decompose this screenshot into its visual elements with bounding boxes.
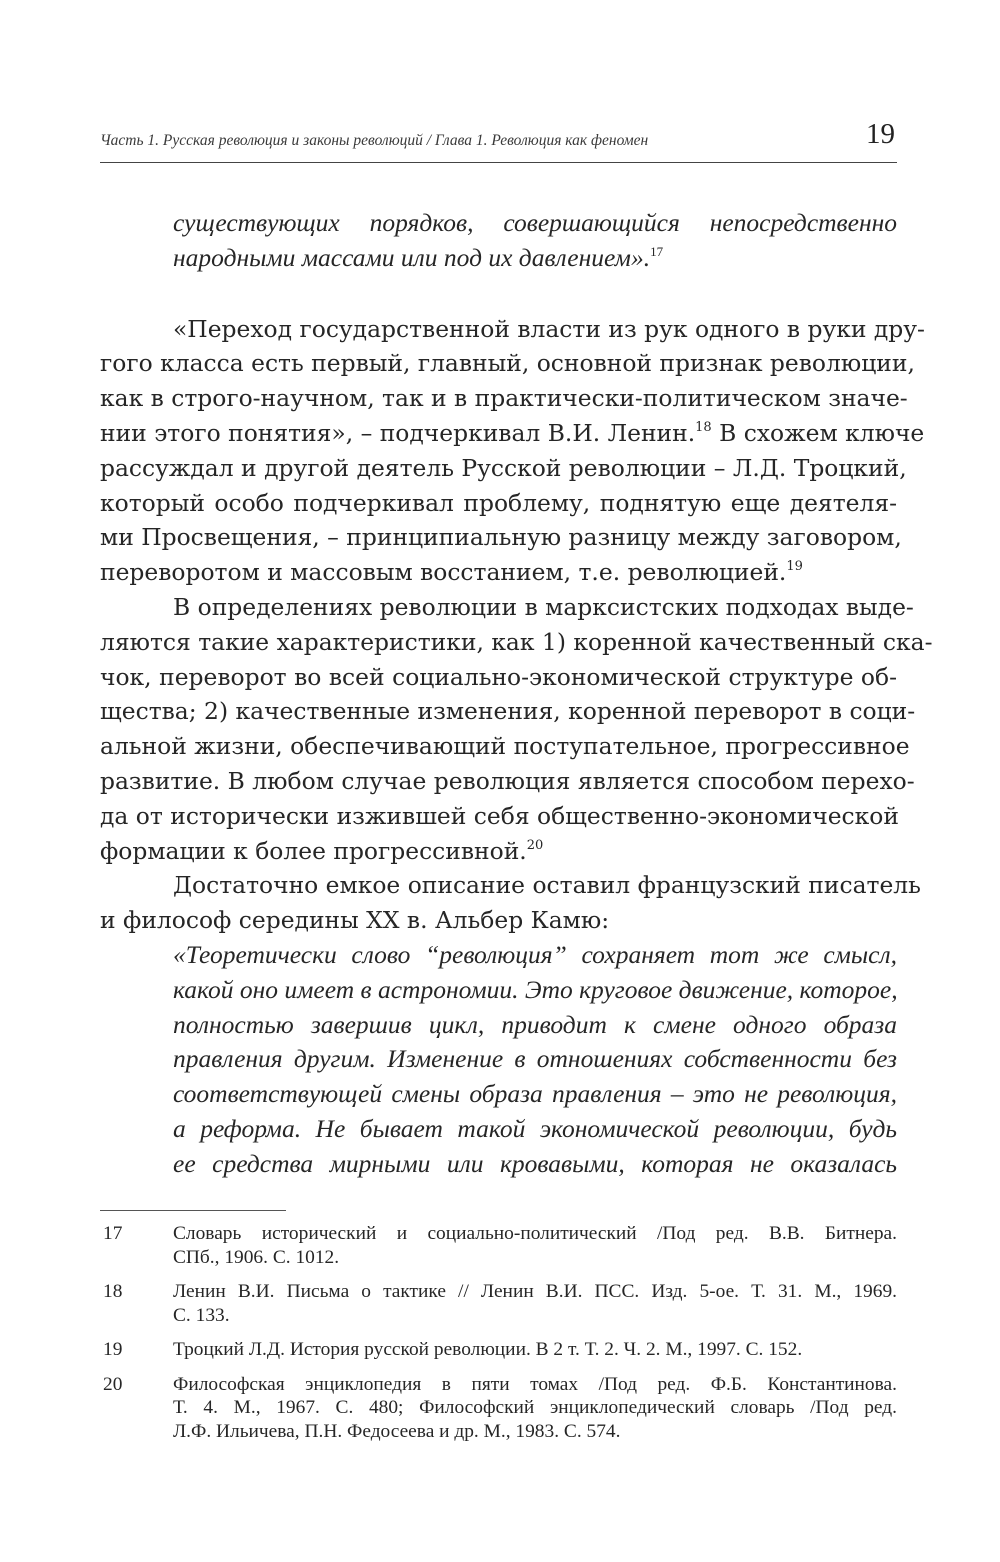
- paragraph: [100, 312, 925, 590]
- footnote-line: Ленин В.И. Письма о тактике // Ленин В.И. ПСС. Изд. 5-ое. Т. 31. М., 1969.: [173, 1281, 897, 1302]
- text-line: полностью завершив цикл, приводит к смене одного образа: [173, 1009, 897, 1039]
- footnote-line: С. 133.: [173, 1304, 230, 1326]
- footnote: [100, 1338, 897, 1362]
- text-line: формации к более прогрессивной.$^{20}$: [100, 836, 544, 865]
- paragraph: [100, 868, 921, 938]
- text-line: существующих порядков, совершающийся непосредственно: [173, 208, 897, 237]
- text-line: «Переход государственной власти из рук одного в руки дру-: [173, 314, 925, 343]
- text-line: альной жизни, обеспечивающий поступательное, прогрессивное: [100, 732, 910, 761]
- footnote-ref: 17: [650, 243, 664, 259]
- text-line: правления другим. Изменение в отношениях собственности без: [173, 1044, 897, 1074]
- text-line: ляются такие характеристики, как 1) коренной качественный ска-: [100, 627, 933, 656]
- text-line: а реформа. Не бывает такой экономической революции, будь: [173, 1113, 897, 1143]
- footnotes: [100, 1222, 897, 1454]
- footnote-number: 20: [103, 1373, 123, 1395]
- footnote-number: 17: [103, 1223, 123, 1244]
- footnote-ref: 19: [786, 559, 803, 575]
- text-line: народными массами или под их давлением».$^{17}$: [173, 242, 664, 272]
- paragraph: [100, 590, 933, 868]
- text-line: нии этого понятия», – подчеркивал В.И. Ленин.$^{18}$ В схожем ключе: [100, 418, 925, 447]
- text-line: как в строго-научном, так и в практически-политическом значе-: [100, 384, 908, 413]
- footnote-line: Т. 4. М., 1967. С. 480; Философский энциклопедический словарь /Под ред.: [173, 1397, 897, 1418]
- text-line: ее средства мирными или кровавыми, которая не оказалась: [173, 1148, 897, 1178]
- page-number: 19: [866, 118, 895, 150]
- footnote-ref: 20: [526, 837, 544, 853]
- text-line: ми Просвещения, – принципиальную разницу между заговором,: [100, 523, 902, 552]
- footnote: [100, 1222, 897, 1269]
- text-line: щества; 2) качественные изменения, коренной переворот в соци-: [100, 697, 916, 726]
- running-header: [100, 120, 897, 163]
- footnote-line: Троцкий Л.Д. История русской революции. В 2 т. Т. 2. Ч. 2. М., 1997. С. 152.: [173, 1339, 803, 1360]
- footnote-line: Л.Ф. Ильичева, П.Н. Федосеева и др. М., 1983. С. 574.: [173, 1420, 621, 1442]
- text-line: да от исторически изжившей себя общественно-экономической: [100, 801, 899, 830]
- footnote: [100, 1280, 897, 1327]
- text-line: гого класса есть первый, главный, основной признак революции,: [100, 349, 915, 378]
- opening-quote: [100, 206, 897, 276]
- footnote-line: СПб., 1906. С. 1012.: [173, 1246, 340, 1268]
- text-line: Достаточно емкое описание оставил французский писатель: [173, 871, 921, 900]
- text-line: переворотом и массовым восстанием, т.е. революцией.$^{19}$: [100, 558, 803, 587]
- text-line: и философ середины XX в. Альбер Камю:: [100, 906, 610, 935]
- footnote-number: 18: [103, 1281, 123, 1302]
- camus-quote: [100, 938, 897, 1182]
- running-title: Часть 1. Русская революция и законы революций / Глава 1. Революция как феномен: [100, 132, 649, 149]
- footnote-number: 19: [103, 1339, 123, 1360]
- text-line: развитие. В любом случае революция является способом перехо-: [100, 766, 915, 795]
- footnote-line: Словарь исторический и социально-политический /Под ред. В.В. Битнера.: [173, 1223, 897, 1244]
- footnote: [100, 1373, 897, 1444]
- footnote-line: Философская энциклопедия в пяти томах /Под ред. Ф.Б. Константинова.: [173, 1373, 897, 1395]
- text-line: соответствующей смены образа правления – это не революция,: [173, 1079, 897, 1109]
- main-text: [100, 206, 933, 1182]
- text-line: рассуждал и другой деятель Русской революции – Л.Д. Троцкий,: [100, 453, 907, 482]
- text-line: который особо подчеркивал проблему, поднятую еще деятеля-: [100, 488, 897, 517]
- footnote-divider: [100, 1210, 286, 1211]
- text-line: «Теоретически слово “революция” сохраняет тот же смысл,: [173, 939, 897, 969]
- text-line: В определениях революции в марксистских подходах выде-: [173, 592, 914, 621]
- footnote-ref: 18: [695, 419, 712, 435]
- text-line: чок, переворот во всей социально-экономической структуре об-: [100, 662, 897, 691]
- text-line: какой оно имеет в астрономии. Это круговое движение, которое,: [173, 974, 898, 1004]
